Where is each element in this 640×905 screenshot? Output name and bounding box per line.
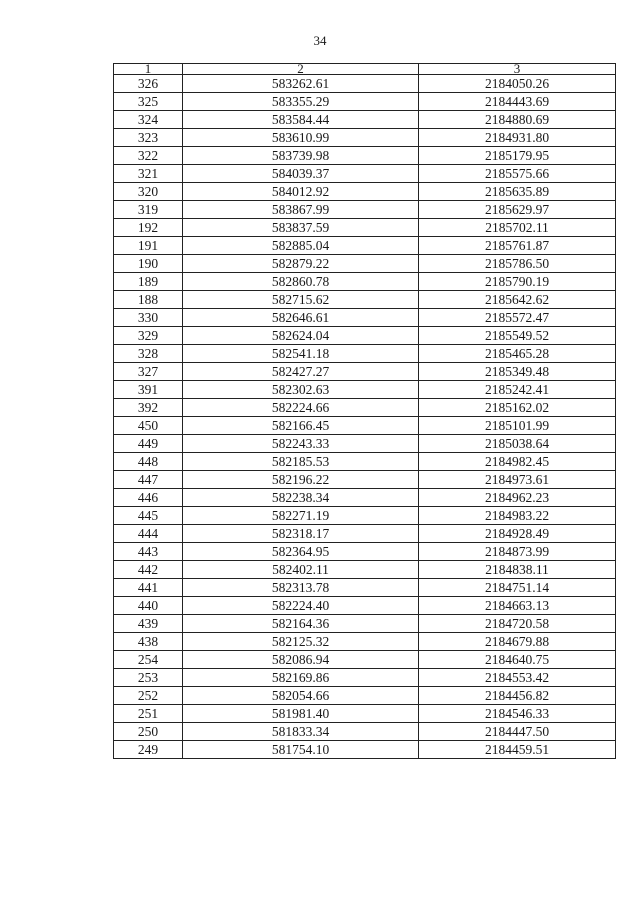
- cell-x-coordinate: 582164.36: [183, 615, 419, 633]
- table-row: [114, 309, 616, 327]
- cell-y-coordinate: 2184443.69: [419, 93, 616, 111]
- cell-y-coordinate: 2184880.69: [419, 111, 616, 129]
- cell-y-coordinate: 2185761.87: [419, 237, 616, 255]
- cell-x-coordinate: 582086.94: [183, 651, 419, 669]
- cell-point-number: 445: [114, 507, 183, 525]
- cell-x-coordinate: 582624.04: [183, 327, 419, 345]
- table-row: [114, 525, 616, 543]
- table-row: [114, 597, 616, 615]
- cell-point-number: 330: [114, 309, 183, 327]
- cell-point-number: 441: [114, 579, 183, 597]
- cell-point-number: 447: [114, 471, 183, 489]
- cell-point-number: 249: [114, 741, 183, 759]
- cell-y-coordinate: 2184459.51: [419, 741, 616, 759]
- cell-y-coordinate: 2185642.62: [419, 291, 616, 309]
- cell-point-number: 324: [114, 111, 183, 129]
- cell-x-coordinate: 582427.27: [183, 363, 419, 381]
- cell-x-coordinate: 583262.61: [183, 75, 419, 93]
- table-row: [114, 327, 616, 345]
- table-row: [114, 705, 616, 723]
- cell-x-coordinate: 582271.19: [183, 507, 419, 525]
- table-body: [114, 75, 616, 759]
- cell-x-coordinate: 582364.95: [183, 543, 419, 561]
- table-row: [114, 669, 616, 687]
- table-row: [114, 165, 616, 183]
- table-row: [114, 615, 616, 633]
- table-row: [114, 201, 616, 219]
- table-row: [114, 399, 616, 417]
- table-row: [114, 453, 616, 471]
- cell-point-number: 443: [114, 543, 183, 561]
- cell-x-coordinate: 582224.66: [183, 399, 419, 417]
- cell-y-coordinate: 2184456.82: [419, 687, 616, 705]
- cell-y-coordinate: 2184447.50: [419, 723, 616, 741]
- cell-x-coordinate: 583610.99: [183, 129, 419, 147]
- cell-x-coordinate: 582302.63: [183, 381, 419, 399]
- table-row: [114, 273, 616, 291]
- cell-y-coordinate: 2184873.99: [419, 543, 616, 561]
- table-row: [114, 687, 616, 705]
- cell-y-coordinate: 2185349.48: [419, 363, 616, 381]
- cell-point-number: 449: [114, 435, 183, 453]
- cell-y-coordinate: 2185549.52: [419, 327, 616, 345]
- column-header-y: 3: [419, 64, 616, 75]
- table-row: [114, 741, 616, 759]
- cell-point-number: 442: [114, 561, 183, 579]
- cell-x-coordinate: 581833.34: [183, 723, 419, 741]
- cell-x-coordinate: 582860.78: [183, 273, 419, 291]
- cell-y-coordinate: 2185786.50: [419, 255, 616, 273]
- cell-y-coordinate: 2184751.14: [419, 579, 616, 597]
- cell-point-number: 254: [114, 651, 183, 669]
- table-row: [114, 363, 616, 381]
- cell-x-coordinate: 582125.32: [183, 633, 419, 651]
- cell-point-number: 439: [114, 615, 183, 633]
- column-header-point: 1: [114, 64, 183, 75]
- table-row: [114, 579, 616, 597]
- cell-point-number: 253: [114, 669, 183, 687]
- cell-y-coordinate: 2185575.66: [419, 165, 616, 183]
- cell-point-number: 322: [114, 147, 183, 165]
- cell-y-coordinate: 2184050.26: [419, 75, 616, 93]
- cell-x-coordinate: 582879.22: [183, 255, 419, 273]
- cell-y-coordinate: 2184931.80: [419, 129, 616, 147]
- cell-x-coordinate: 582196.22: [183, 471, 419, 489]
- cell-point-number: 251: [114, 705, 183, 723]
- table-row: [114, 237, 616, 255]
- cell-y-coordinate: 2185179.95: [419, 147, 616, 165]
- cell-y-coordinate: 2184838.11: [419, 561, 616, 579]
- page-number: 34: [313, 33, 327, 48]
- cell-point-number: 326: [114, 75, 183, 93]
- table-row: [114, 435, 616, 453]
- cell-point-number: 448: [114, 453, 183, 471]
- cell-y-coordinate: 2185635.89: [419, 183, 616, 201]
- table-row: [114, 561, 616, 579]
- column-header-x: 2: [183, 64, 419, 75]
- table-row: [114, 183, 616, 201]
- cell-point-number: 392: [114, 399, 183, 417]
- cell-point-number: 446: [114, 489, 183, 507]
- table-row: [114, 75, 616, 93]
- table-row: [114, 345, 616, 363]
- cell-x-coordinate: 582185.53: [183, 453, 419, 471]
- table-row: [114, 129, 616, 147]
- cell-x-coordinate: 584039.37: [183, 165, 419, 183]
- cell-point-number: 440: [114, 597, 183, 615]
- cell-x-coordinate: 582313.78: [183, 579, 419, 597]
- cell-point-number: 450: [114, 417, 183, 435]
- cell-point-number: 252: [114, 687, 183, 705]
- cell-y-coordinate: 2184663.13: [419, 597, 616, 615]
- table-row: [114, 471, 616, 489]
- table-row: [114, 147, 616, 165]
- cell-y-coordinate: 2185101.99: [419, 417, 616, 435]
- cell-x-coordinate: 582402.11: [183, 561, 419, 579]
- cell-x-coordinate: 582715.62: [183, 291, 419, 309]
- cell-x-coordinate: 582166.45: [183, 417, 419, 435]
- cell-x-coordinate: 582541.18: [183, 345, 419, 363]
- table-row: [114, 93, 616, 111]
- table-row: [114, 651, 616, 669]
- cell-x-coordinate: 583739.98: [183, 147, 419, 165]
- table-header-row: [114, 64, 616, 75]
- cell-y-coordinate: 2185038.64: [419, 435, 616, 453]
- table-row: [114, 291, 616, 309]
- cell-point-number: 191: [114, 237, 183, 255]
- cell-x-coordinate: 582243.33: [183, 435, 419, 453]
- cell-y-coordinate: 2184546.33: [419, 705, 616, 723]
- cell-x-coordinate: 582054.66: [183, 687, 419, 705]
- table-row: [114, 723, 616, 741]
- cell-x-coordinate: 583837.59: [183, 219, 419, 237]
- cell-x-coordinate: 584012.92: [183, 183, 419, 201]
- cell-y-coordinate: 2185162.02: [419, 399, 616, 417]
- table-row: [114, 543, 616, 561]
- cell-y-coordinate: 2185702.11: [419, 219, 616, 237]
- cell-point-number: 190: [114, 255, 183, 273]
- cell-y-coordinate: 2184962.23: [419, 489, 616, 507]
- cell-point-number: 192: [114, 219, 183, 237]
- cell-point-number: 250: [114, 723, 183, 741]
- cell-point-number: 325: [114, 93, 183, 111]
- cell-point-number: 188: [114, 291, 183, 309]
- cell-y-coordinate: 2185465.28: [419, 345, 616, 363]
- cell-y-coordinate: 2184679.88: [419, 633, 616, 651]
- cell-point-number: 319: [114, 201, 183, 219]
- cell-point-number: 438: [114, 633, 183, 651]
- cell-y-coordinate: 2185572.47: [419, 309, 616, 327]
- cell-x-coordinate: 583867.99: [183, 201, 419, 219]
- cell-y-coordinate: 2184982.45: [419, 453, 616, 471]
- cell-x-coordinate: 582238.34: [183, 489, 419, 507]
- cell-x-coordinate: 583355.29: [183, 93, 419, 111]
- cell-y-coordinate: 2185629.97: [419, 201, 616, 219]
- cell-x-coordinate: 583584.44: [183, 111, 419, 129]
- table-row: [114, 417, 616, 435]
- cell-y-coordinate: 2184553.42: [419, 669, 616, 687]
- cell-x-coordinate: 581754.10: [183, 741, 419, 759]
- coordinates-table: [113, 63, 616, 759]
- cell-y-coordinate: 2184640.75: [419, 651, 616, 669]
- table-row: [114, 381, 616, 399]
- table-row: [114, 111, 616, 129]
- cell-x-coordinate: 581981.40: [183, 705, 419, 723]
- cell-point-number: 189: [114, 273, 183, 291]
- table-row: [114, 255, 616, 273]
- cell-x-coordinate: 582646.61: [183, 309, 419, 327]
- cell-y-coordinate: 2184928.49: [419, 525, 616, 543]
- cell-point-number: 444: [114, 525, 183, 543]
- table-row: [114, 633, 616, 651]
- cell-y-coordinate: 2184983.22: [419, 507, 616, 525]
- cell-point-number: 321: [114, 165, 183, 183]
- cell-x-coordinate: 582224.40: [183, 597, 419, 615]
- cell-point-number: 323: [114, 129, 183, 147]
- cell-x-coordinate: 582169.86: [183, 669, 419, 687]
- cell-point-number: 328: [114, 345, 183, 363]
- cell-point-number: 391: [114, 381, 183, 399]
- cell-point-number: 320: [114, 183, 183, 201]
- table-row: [114, 219, 616, 237]
- table-row: [114, 507, 616, 525]
- cell-y-coordinate: 2185242.41: [419, 381, 616, 399]
- cell-point-number: 329: [114, 327, 183, 345]
- cell-y-coordinate: 2184720.58: [419, 615, 616, 633]
- cell-x-coordinate: 582885.04: [183, 237, 419, 255]
- cell-y-coordinate: 2185790.19: [419, 273, 616, 291]
- table-row: [114, 489, 616, 507]
- cell-x-coordinate: 582318.17: [183, 525, 419, 543]
- cell-point-number: 327: [114, 363, 183, 381]
- cell-y-coordinate: 2184973.61: [419, 471, 616, 489]
